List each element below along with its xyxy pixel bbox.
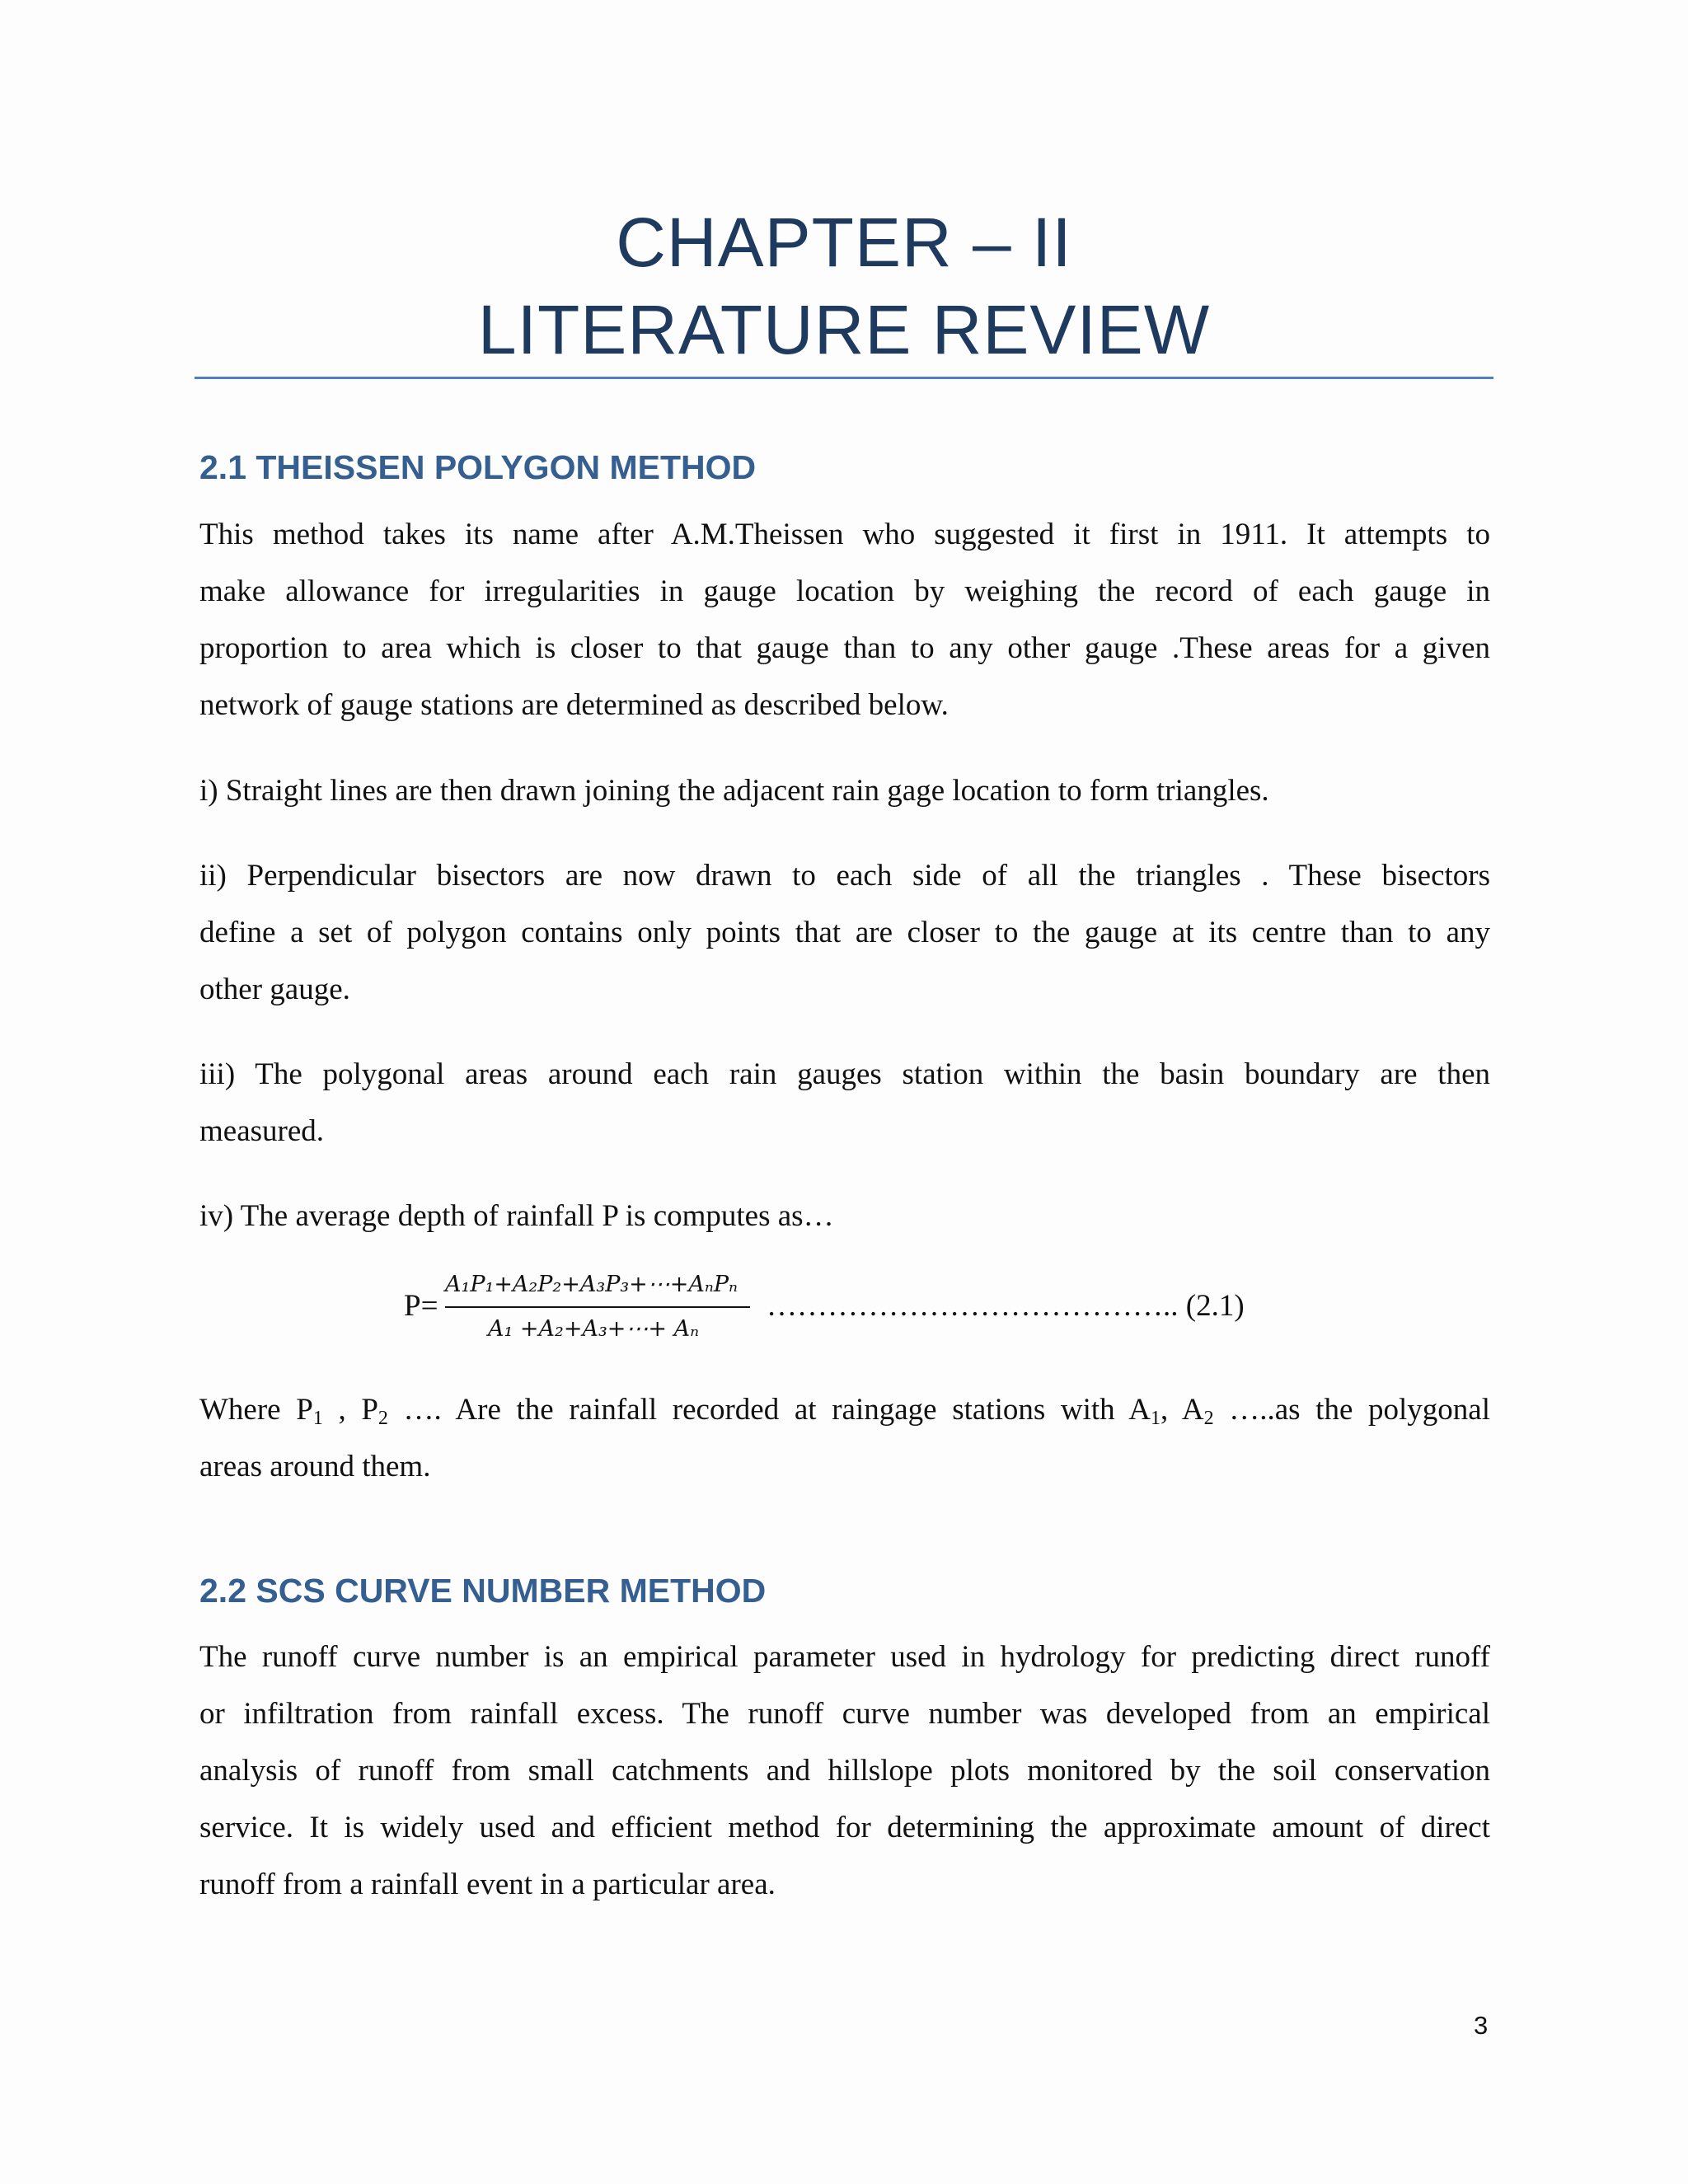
text-line: define a set of polygon contains only points that are closer to the gauge at its centre than to any <box>199 916 1490 949</box>
text-run: Where P <box>199 1393 313 1427</box>
text-line: ii) Perpendicular bisectors are now drawn to each side of all the triangles . These bisectors <box>199 859 1490 893</box>
title-underline <box>195 377 1493 379</box>
section-heading-2-2: 2.2 SCS CURVE NUMBER METHOD <box>199 1572 767 1610</box>
section-heading-2-1: 2.1 THEISSEN POLYGON METHOD <box>199 448 757 486</box>
paragraph-where <box>199 1381 1490 1495</box>
step-i: i) Straight lines are then drawn joining the adjacent rain gage location to form triangles. <box>199 774 1269 808</box>
step-iii <box>199 1046 1490 1160</box>
text-run: …..as the polygonal <box>1213 1393 1490 1427</box>
text-run: , P <box>322 1393 378 1427</box>
text-run: …. Are the rainfall recorded at raingage stations with A <box>387 1393 1151 1427</box>
text-line: The runoff curve number is an empirical parameter used in hydrology for predicting direct runoff <box>199 1640 1490 1674</box>
paragraph-theissen-intro <box>199 506 1490 733</box>
equation-lhs: P= <box>404 1289 438 1323</box>
text-line: This method takes its name after A.M.Theissen who suggested it first in 1911. It attempts to <box>199 518 1490 551</box>
text-line: iii) The polygonal areas around each rain gauges station within the basin boundary are then <box>199 1057 1490 1091</box>
fraction-bar <box>445 1306 750 1308</box>
text-run: , A <box>1160 1393 1204 1427</box>
equation-2-1 <box>404 1272 1311 1362</box>
text-line: runoff from a rainfall event in a particular area. <box>199 1868 776 1901</box>
equation-number: ………………………………….. (2.1) <box>767 1289 1245 1323</box>
page-number: 3 <box>1474 2011 1489 2040</box>
subscript: 2 <box>1203 1408 1214 1429</box>
text-line: areas around them. <box>199 1450 431 1483</box>
text-line: measured. <box>199 1114 325 1148</box>
equation-numerator: A₁P₁+A₂P₂+A₃P₃+⋯+AₙPₙ <box>445 1272 738 1297</box>
chapter-title: LITERATURE REVIEW <box>477 291 1211 368</box>
subscript: 1 <box>1151 1408 1160 1429</box>
subscript: 1 <box>312 1408 323 1429</box>
step-ii <box>199 847 1490 1018</box>
text-line: make allowance for irregularities in gauge location by weighing the record of each gauge in <box>199 574 1490 608</box>
text-line: or infiltration from rainfall excess. The runoff curve number was developed from an empirical <box>199 1697 1490 1731</box>
text-line: service. It is widely used and efficient method for determining the approximate amount of direct <box>199 1811 1490 1844</box>
text-line: network of gauge stations are determined as described below. <box>199 688 949 722</box>
equation-denominator: A₁ +A₂+A₃+⋯+ Aₙ <box>488 1316 700 1342</box>
text-line: proportion to area which is closer to that gauge than to any other gauge .These areas for a given <box>199 631 1490 665</box>
text-line: other gauge. <box>199 972 350 1006</box>
chapter-number: CHAPTER – II <box>616 204 1072 281</box>
text-line <box>199 1381 1490 1438</box>
subscript: 2 <box>377 1408 388 1429</box>
paragraph-scs <box>199 1629 1490 1913</box>
text-line: analysis of runoff from small catchments and hillslope plots monitored by the soil conservation <box>199 1754 1490 1788</box>
step-iv: iv) The average depth of rainfall P is computes as… <box>199 1199 834 1233</box>
